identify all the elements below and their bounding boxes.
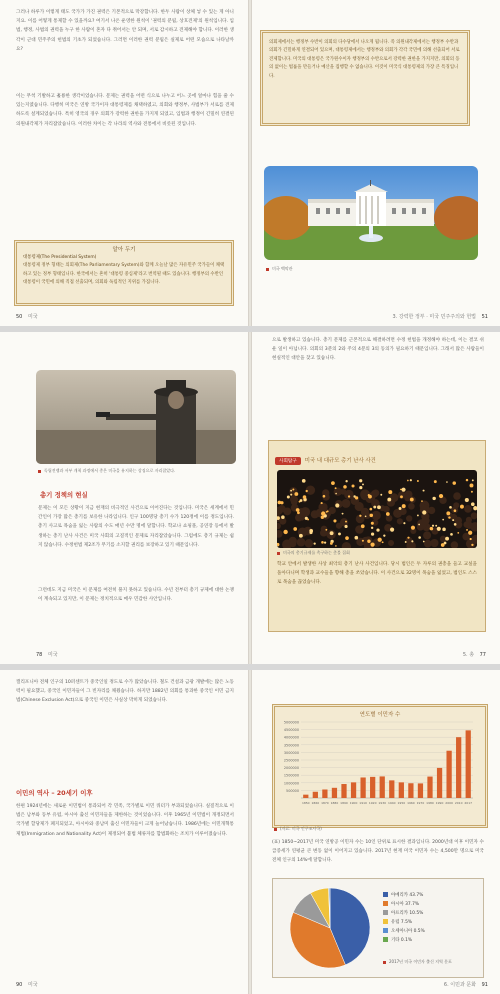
candle-light bbox=[423, 490, 425, 492]
x-tick-label: 1990 bbox=[435, 801, 444, 805]
sidebar-title: 미국 내 대규모 총기 난사 사건 bbox=[304, 458, 376, 464]
legend-swatch bbox=[383, 928, 388, 933]
caption-text: 2017년 미국 이민자 출신 지역 분포 bbox=[389, 959, 452, 964]
candle-light bbox=[361, 524, 365, 528]
candle-light bbox=[434, 480, 437, 483]
candle-light bbox=[411, 526, 415, 530]
candle-light bbox=[370, 508, 373, 511]
candle-light bbox=[296, 508, 300, 512]
y-tick-label: 5000000 bbox=[283, 720, 299, 725]
bar bbox=[389, 780, 394, 798]
body-paragraph: 그런데도 지금 미국은 이 문제를 여전히 풀지 못하고 있습니다. 수년 전부터 총기 규제에 대한 논쟁이 계속되고 있지만, 이 문제는 정치적으로 매우 민감한 사안입니다. bbox=[38, 588, 234, 603]
legend-label: 오세아니아 0.5% bbox=[391, 929, 425, 934]
candle-light bbox=[450, 533, 453, 536]
y-tick-label: 2000000 bbox=[283, 766, 299, 771]
bar bbox=[418, 783, 423, 798]
candle-light bbox=[417, 514, 419, 516]
candle-light bbox=[437, 527, 441, 531]
candle-light bbox=[410, 479, 412, 481]
candle-light bbox=[306, 490, 308, 492]
body-paragraph: 으로 발생하고 있습니다. 총기 문제를 근본적으로 해결하려면 수정 헌법을 개정해야 하는데, 이는 결코 쉬운 일이 아닙니다. 의회의 3분의 2와 주의 4분의 3의 동의가 필요하기 때문입니다. 그래서 많은 사람들이 현실적인 대안을 찾고 있습니다. bbox=[272, 338, 484, 362]
bar bbox=[446, 751, 451, 798]
candle-light bbox=[345, 521, 347, 523]
pie-caption bbox=[383, 959, 452, 965]
candle-light bbox=[303, 495, 307, 499]
candle-light bbox=[472, 479, 474, 481]
x-tick-label: 2017 bbox=[464, 801, 473, 805]
candle-light bbox=[373, 506, 376, 509]
vigil-photo bbox=[277, 470, 477, 548]
crowd-person bbox=[283, 507, 291, 515]
body-paragraph: 한편 1924년에는 새로운 이민법이 통과되어 각 민족, 국가별로 이민 쿼터가 부과되었습니다. 실질적으로 이 법은 남부와 동부 유럽, 아시아 출신 이민자들을 제한하는 것이었습니다. 이후 1965년 이민법이 개정되면서 국가별 할당제가 폐지되었고, 아시아와 중남미 출신 이민자들이 크게 늘어났습니다. 1986년에는 이민개혁통제법(Immigration and Nationality Act)이 제정되어 불법 체류자를 합법화하는 조치가 이루어졌습니다. bbox=[16, 804, 234, 837]
candle-light bbox=[300, 499, 303, 502]
y-tick-label: 1000000 bbox=[283, 781, 299, 786]
y-tick-label: 4000000 bbox=[283, 735, 299, 740]
candle-light bbox=[371, 533, 374, 536]
legend-swatch bbox=[383, 919, 388, 924]
candle-light bbox=[457, 532, 459, 534]
caption-marker bbox=[274, 828, 277, 831]
photo-caption bbox=[266, 266, 293, 272]
bar bbox=[408, 783, 413, 798]
candle-light bbox=[422, 510, 426, 514]
candle-light bbox=[387, 498, 391, 502]
pie-chart bbox=[285, 883, 375, 973]
section-heading: 총기 정책의 현실 bbox=[40, 491, 88, 499]
white-house-photo bbox=[264, 166, 478, 260]
x-tick-label: 1880 bbox=[330, 801, 339, 805]
page-footer bbox=[463, 651, 486, 658]
candle-light bbox=[321, 502, 323, 504]
candle-light bbox=[292, 488, 294, 490]
caption-marker bbox=[383, 961, 386, 964]
caption-marker bbox=[277, 552, 280, 555]
crowd-person bbox=[386, 515, 393, 522]
bar bbox=[399, 782, 404, 798]
running-title: 미국 bbox=[27, 314, 38, 320]
crowd-person bbox=[297, 538, 306, 547]
legend-swatch bbox=[383, 910, 388, 915]
page-77 bbox=[252, 332, 500, 664]
y-tick-label: 2500000 bbox=[283, 758, 299, 763]
candle-light bbox=[448, 516, 450, 518]
candle-light bbox=[468, 531, 472, 535]
candle-light bbox=[321, 511, 325, 515]
crowd-person bbox=[424, 540, 432, 548]
candle-light bbox=[345, 536, 349, 540]
candle-light bbox=[449, 506, 452, 509]
legend-label: 유럽 7.5% bbox=[391, 920, 413, 925]
candle-light bbox=[326, 511, 328, 513]
candle-light bbox=[417, 480, 419, 482]
legend-item bbox=[383, 891, 425, 900]
candle-light bbox=[454, 509, 457, 512]
candle-light bbox=[359, 515, 361, 517]
candle-light bbox=[344, 525, 347, 528]
candle-light bbox=[446, 511, 450, 515]
x-tick-label: 1900 bbox=[349, 801, 358, 805]
crowd-person bbox=[388, 540, 394, 546]
candle-light bbox=[470, 484, 474, 488]
bar bbox=[456, 737, 461, 798]
candle-light bbox=[355, 536, 359, 540]
candle-light bbox=[345, 480, 347, 482]
legend-label: 아시아 37.7% bbox=[391, 902, 420, 907]
candle-light bbox=[330, 542, 333, 545]
candle-light bbox=[370, 543, 374, 547]
candle-light bbox=[331, 481, 335, 485]
sidebar-header bbox=[269, 441, 485, 468]
candle-light bbox=[466, 529, 468, 531]
candle-light bbox=[330, 531, 334, 535]
y-tick-label: 3500000 bbox=[283, 743, 299, 748]
x-tick-label: 1850 bbox=[301, 801, 310, 805]
candle-light bbox=[371, 522, 374, 525]
candle-light bbox=[466, 479, 468, 481]
legend-swatch bbox=[383, 892, 388, 897]
candle-light bbox=[309, 529, 313, 533]
sidebar-caption bbox=[277, 550, 477, 556]
page-number: 90 bbox=[16, 982, 23, 988]
caption-text: 독립전쟁과 서부 개척 과정에서 총은 미국을 유지하는 상징으로 자리잡았다. bbox=[44, 468, 176, 473]
candle-light bbox=[382, 541, 384, 543]
crowd-person bbox=[423, 531, 431, 539]
white-house-image bbox=[264, 166, 478, 260]
body-paragraph: 캘리포니아 전체 인구의 10퍼센트가 중국인일 정도로 수가 많았습니다. 철도 건설과 금광 개발에는 많은 노동력이 필요했고, 중국인 이민자들이 그 빈자리를 채웠습니다. 하지만 1882년 의회를 통과한 중국인 이민 금지법(Chinese Exclusion Act)으로 중국인 이민은 사실상 막히게 되었습니다. bbox=[16, 680, 234, 704]
candle-light bbox=[355, 496, 358, 499]
page-footer bbox=[16, 313, 38, 320]
candle-light bbox=[401, 488, 405, 492]
candle-light bbox=[407, 537, 409, 539]
candle-light bbox=[454, 523, 457, 526]
candle-light bbox=[446, 481, 448, 483]
crowd-person bbox=[361, 508, 369, 516]
body-paragraph: 이는 무척 기발하고 훌륭한 생각이었습니다. 문제는 권력을 어떤 식으로 나누고 어느 곳에 얼마나 힘을 줄 수 있는지였습니다. 다행히 미국은 연방 국가이자 대통령제를 채택하였고, 의회와 행정부, 사법부가 서로를 견제하도록 설계되었습니다. 특히 영국의 경우 의회가 강력한 권한을 가지게 되었고, 입법과 행정이 긴밀히 연결된 의원내각제가 자리잡았습니다. 이러한 차이는 각 나라의 역사와 전통에서 비롯된 것입니다. bbox=[16, 94, 234, 127]
bar bbox=[332, 788, 337, 798]
candle-light bbox=[335, 493, 337, 495]
candle-light bbox=[365, 515, 367, 517]
candle-light bbox=[370, 514, 373, 517]
crowd-person bbox=[336, 523, 342, 529]
page-50 bbox=[0, 0, 248, 326]
page-number: 50 bbox=[16, 314, 23, 320]
page-footer bbox=[444, 981, 488, 988]
crowd-person bbox=[329, 507, 336, 514]
crowd-person bbox=[463, 521, 470, 528]
photo-caption bbox=[38, 468, 238, 474]
bar bbox=[380, 776, 385, 798]
running-title: 5. 총 bbox=[462, 652, 475, 658]
candle-light bbox=[362, 540, 364, 542]
page-number: 51 bbox=[481, 314, 488, 320]
candle-light bbox=[411, 540, 413, 542]
legend-label: 아메리카 43.7% bbox=[391, 893, 424, 898]
candle-light bbox=[400, 489, 402, 491]
candle-light bbox=[402, 504, 406, 508]
candle-light bbox=[432, 497, 435, 500]
candle-light bbox=[307, 519, 309, 521]
legend-item bbox=[383, 918, 425, 927]
candle-light bbox=[335, 503, 339, 507]
running-title: 미국 bbox=[47, 652, 58, 658]
running-title: 6. 이민과 문화 bbox=[443, 982, 477, 988]
candle-light bbox=[442, 519, 444, 521]
candle-light bbox=[287, 495, 290, 498]
candle-light bbox=[378, 538, 382, 542]
candle-light bbox=[423, 541, 425, 543]
spread-2 bbox=[0, 332, 500, 664]
info-box bbox=[14, 240, 234, 306]
pie-legend bbox=[383, 891, 425, 945]
bar bbox=[303, 795, 308, 798]
x-tick-label: 1980 bbox=[426, 801, 434, 805]
y-tick-label: 1500000 bbox=[283, 773, 299, 778]
candle-light bbox=[435, 525, 437, 527]
crowd-person bbox=[453, 492, 461, 500]
chart-caption bbox=[274, 826, 322, 832]
candle-light bbox=[359, 479, 362, 482]
x-tick-label: 1970 bbox=[416, 801, 425, 805]
body-paragraph: 그러나 하루가 이렇게 태도 국가가 가진 권력은 기본적으로 막강합니다. 한두 사람이 상체 넣 수 있는 게 아니지요. 이를 어떻게 통제할 수 있을까요? 여기서 나온 운영한 원칙이 '권력의 분립, 상호견제'의 원칙입니다. 입법, 행정, 사법의 권력을 누구 한 사람이 혼자 다 쥐어서는 안 되며, 서로 감시하고 견제해야 합니다. 이러한 생각이 근대 민주주의 헌법의 기초가 되었습니다. 그러면 이러한 권력 분립은 실제로 어떤 모습으로 나타날까요? bbox=[16, 10, 234, 52]
candle-light bbox=[400, 495, 403, 498]
legend-item bbox=[383, 909, 425, 918]
candle-light bbox=[383, 535, 385, 537]
candle-light bbox=[445, 537, 449, 541]
page-footer bbox=[393, 313, 489, 320]
candle-light bbox=[471, 491, 473, 493]
page-78 bbox=[0, 332, 248, 664]
bar bbox=[466, 730, 471, 798]
caption-marker bbox=[38, 470, 41, 473]
bar bbox=[370, 777, 375, 798]
caption-text: 미국의 총기규제를 촉구하는 촛불 집회 bbox=[283, 550, 350, 555]
crowd-person bbox=[340, 488, 346, 494]
candle-light bbox=[290, 490, 292, 492]
candle-light bbox=[278, 501, 282, 505]
candle-light bbox=[471, 544, 473, 546]
candle-light bbox=[470, 538, 472, 540]
candle-light bbox=[430, 527, 434, 531]
x-tick-label: 1870 bbox=[321, 801, 329, 805]
candle-light bbox=[386, 512, 390, 516]
candlelight-vigil-image bbox=[277, 470, 477, 548]
candle-light bbox=[377, 505, 381, 509]
page-footer bbox=[16, 981, 38, 988]
bar-chart-box bbox=[272, 704, 488, 828]
candle-light bbox=[352, 484, 355, 487]
candle-light bbox=[335, 545, 337, 547]
caption-marker bbox=[266, 268, 269, 271]
page-footer bbox=[36, 651, 58, 658]
candle-light bbox=[465, 498, 469, 502]
candle-light bbox=[367, 540, 370, 543]
crowd-person bbox=[397, 518, 403, 524]
x-tick-label: 1860 bbox=[311, 801, 320, 805]
bar bbox=[322, 789, 327, 798]
y-tick-label: 500000 bbox=[286, 788, 299, 793]
spread-3 bbox=[0, 670, 500, 994]
candle-light bbox=[452, 519, 454, 521]
x-tick-label: 1910 bbox=[359, 801, 367, 805]
candle-light bbox=[368, 494, 370, 496]
legend-item bbox=[383, 900, 425, 909]
candle-light bbox=[453, 481, 456, 484]
candle-light bbox=[376, 528, 379, 531]
info-box-text: 대통령제 정부 형태는 의회제(The Parliamentary System)와 함께 오늘날 많은 자유민주 국가들이 채택하고 있는 정부 형태입니다. 한국에서는 흔히 '대통령 중심제'라고 번역될 때도 있습니다. 행정부의 수반인 대통령이 국민에 의해 직접 선출되며, 의회와 독립적인 지위를 가집니다. bbox=[23, 263, 225, 286]
x-tick-label: 1950 bbox=[397, 801, 406, 805]
candle-light bbox=[388, 490, 392, 494]
caption-text: (자료: 미국 인구조사국) bbox=[280, 826, 322, 831]
chart-title: 연도별 이민자 수 bbox=[359, 712, 401, 718]
legend-item bbox=[383, 936, 425, 945]
crowd-person bbox=[422, 517, 430, 525]
caption-text: 미국 백악관 bbox=[272, 266, 293, 271]
candle-light bbox=[439, 494, 443, 498]
x-tick-label: 1960 bbox=[407, 801, 415, 805]
crowd-person bbox=[464, 505, 472, 513]
candle-light bbox=[359, 486, 362, 489]
crowd-person bbox=[300, 507, 310, 517]
candle-light bbox=[371, 527, 373, 529]
candle-light bbox=[325, 529, 327, 531]
candle-light bbox=[421, 500, 423, 502]
candle-light bbox=[314, 542, 316, 544]
bar bbox=[427, 777, 432, 798]
candle-light bbox=[390, 528, 394, 532]
candle-light bbox=[323, 495, 326, 498]
x-tick-label: 1930 bbox=[378, 801, 387, 805]
x-tick-label: 2000 bbox=[445, 801, 453, 805]
y-tick-label: 3000000 bbox=[283, 750, 299, 755]
legend-label: 기타 0.1% bbox=[391, 938, 413, 943]
sidebar-paragraph: 학교 안에서 발생한 사상 최악의 총기 난사 사건입니다. 당시 범인은 두 자루의 권총을 들고 교실을 돌아다니며 학생과 교수들을 향해 총을 쏘았습니다. 이 사건으로 32명이 목숨을 잃었고, 범인도 스스로 목숨을 끊었습니다. bbox=[277, 562, 477, 586]
candle-light bbox=[321, 541, 324, 544]
body-paragraph: (표) 1850~2017년 미국 연방공 이민자 수는 10인 단위로 표시한 결과입니다. 2000년대 이후 이민자 수 급증세가 연평균 큰 변동 없이 이어지고 있습니다. 2017년 현재 미국 이민자 수는 4,500만 명으로 미국 전체 인구의 14%에 달합니다. bbox=[272, 840, 484, 864]
candle-light bbox=[294, 492, 298, 496]
page-number: 78 bbox=[36, 652, 43, 658]
candle-light bbox=[403, 522, 405, 524]
candle-light bbox=[405, 541, 407, 543]
candle-light bbox=[407, 480, 409, 482]
sidebar-tag: 사회탐구 bbox=[275, 457, 301, 465]
candle-light bbox=[380, 494, 382, 496]
candle-light bbox=[399, 507, 402, 510]
bar bbox=[341, 784, 346, 798]
candle-light bbox=[343, 485, 347, 489]
candle-light bbox=[338, 532, 341, 535]
legend-swatch bbox=[383, 901, 388, 906]
candle-light bbox=[283, 530, 287, 534]
running-title: 3. 강력한 정부 · 미국 민주주의와 헌법 bbox=[392, 314, 477, 320]
candle-light bbox=[471, 502, 475, 506]
info-box-badge: 알아 두기 bbox=[112, 247, 136, 253]
candle-light bbox=[297, 511, 300, 514]
crowd-person bbox=[406, 515, 412, 521]
page-90 bbox=[0, 670, 248, 994]
candle-light bbox=[342, 513, 344, 515]
bar bbox=[437, 768, 442, 798]
bar-chart bbox=[275, 718, 479, 810]
x-tick-label: 2010 bbox=[454, 801, 463, 805]
info-box-text: 의회제에서는 행정부 수반이 의회의 다수당에서 나오게 됩니다. 즉 의원내각제에서는 행정부 수반과 의회가 긴밀하게 연결되어 있으며, 대통령제에서는 행정부와 의회가 각각 국민에 의해 선출되어 서로 견제합니다. 미국의 대통령은 국가원수이자 행정부의 수반으로서 강력한 권한을 가지지만, 의회의 동의 없이는 법률을 만들거나 예산을 집행할 수 없습니다. 이것이 미국식 대통령제의 가장 큰 특징입니다. bbox=[269, 40, 460, 79]
candle-light bbox=[299, 534, 303, 538]
body-paragraph: 문제는 이 모든 상황이 지금 현재의 비극적인 사건으로 이어진다는 것입니다. 미국은 세계에서 민간인이 가장 많은 총기를 보유한 나라입니다. 인구 100명당 총기 수가 120정에 이를 정도입니다. 총기 사고로 목숨을 잃는 사람의 수도 매년 수만 명에 달합니다. 학교나 쇼핑몰, 공연장 등에서 발생하는 총기 난사 사건은 미국 사회의 고질적인 문제로 자리잡았습니다. 그럼에도 총기 규제는 쉽지 않습니다. 수정헌법 제2조가 무기를 소지할 권리를 보장하고 있기 때문입니다. bbox=[38, 506, 234, 548]
candle-light bbox=[293, 527, 297, 531]
bar bbox=[360, 777, 365, 798]
candle-light bbox=[442, 528, 446, 532]
candle-light bbox=[281, 515, 285, 519]
x-tick-label: 1920 bbox=[368, 801, 377, 805]
y-tick-label: 4500000 bbox=[283, 728, 299, 733]
candle-light bbox=[432, 525, 434, 527]
crowd-person bbox=[289, 540, 296, 547]
candle-light bbox=[418, 536, 421, 539]
candle-light bbox=[324, 541, 326, 543]
candle-light bbox=[418, 524, 420, 526]
info-box-title: 대통령제(The Presidential System) bbox=[23, 255, 97, 260]
crowd-person bbox=[342, 499, 351, 508]
bar bbox=[351, 782, 356, 798]
pie-chart-box bbox=[272, 878, 484, 978]
legend-label: 아프리카 10.5% bbox=[391, 911, 424, 916]
page-number: 77 bbox=[479, 652, 486, 658]
spread-1 bbox=[0, 0, 500, 326]
candle-light bbox=[348, 495, 350, 497]
bar bbox=[313, 792, 318, 798]
candle-light bbox=[444, 542, 447, 545]
legend-item bbox=[383, 927, 425, 936]
section-heading: 이민의 역사 – 20세기 이후 bbox=[16, 789, 93, 797]
x-tick-label: 1890 bbox=[340, 801, 348, 805]
crowd-person bbox=[305, 539, 313, 547]
x-tick-label: 1940 bbox=[387, 801, 396, 805]
crowd-person bbox=[408, 503, 415, 510]
gunman-image bbox=[36, 370, 236, 464]
page-number: 91 bbox=[481, 982, 488, 988]
sidebar-box bbox=[268, 440, 486, 632]
candle-light bbox=[335, 487, 337, 489]
candle-light bbox=[333, 519, 336, 522]
info-box-continued bbox=[260, 30, 470, 126]
candle-light bbox=[460, 505, 464, 509]
candle-light bbox=[290, 494, 292, 496]
running-title: 미국 bbox=[27, 982, 38, 988]
legend-swatch bbox=[383, 937, 388, 942]
candle-light bbox=[362, 483, 364, 485]
gunman-photo bbox=[36, 370, 236, 464]
candle-light bbox=[302, 479, 306, 483]
page-51 bbox=[252, 0, 500, 326]
page-91 bbox=[252, 670, 500, 994]
candle-light bbox=[410, 498, 414, 502]
